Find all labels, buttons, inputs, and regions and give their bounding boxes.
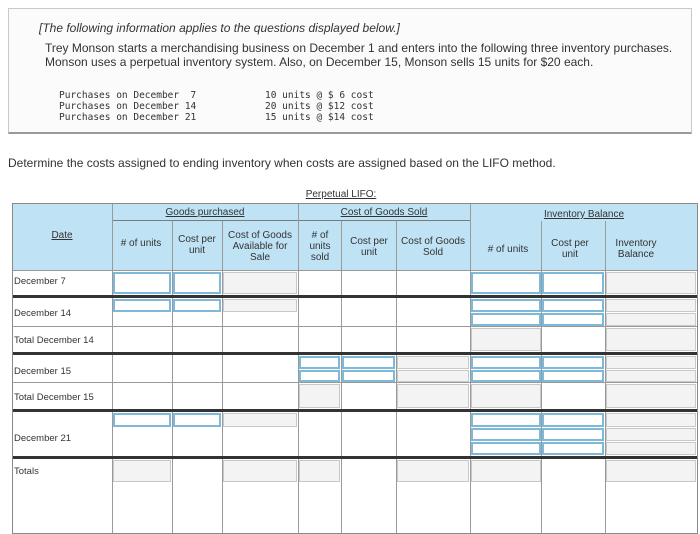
col-date: Date <box>51 230 73 241</box>
problem-line-2: Monson uses a perpetual inventory system. Also, on December 15, Monson sells 15 units for $20 each. <box>45 55 594 69</box>
col-purchased-units: # of units <box>120 238 162 249</box>
purchase-detail-1: 10 units @ $ 6 cost <box>265 90 374 101</box>
col-purchased-cost: Cost per unit <box>178 234 216 256</box>
row-label-dec7: December 7 <box>14 276 66 287</box>
row-label-totals: Totals <box>14 466 39 477</box>
row-label-dec15: December 15 <box>14 366 72 377</box>
purchase-label-3: Purchases on December 21 <box>59 112 197 123</box>
col-units-sold: # of units sold <box>309 230 331 263</box>
purchase-label-2: Purchases on December 14 <box>59 101 197 112</box>
col-sold-cost: Cost per unit <box>350 236 388 258</box>
col-balance-cost: Cost per unit <box>551 238 589 260</box>
perpetual-lifo-label: Perpetual LIFO: <box>305 189 377 200</box>
purchase-detail-2: 20 units @ $12 cost <box>265 101 374 112</box>
col-available-for-sale: Cost of Goods Available for Sale <box>228 230 292 263</box>
question-text: Determine the costs assigned to ending inventory when costs are assigned based on the LIFO method. <box>8 156 556 170</box>
col-balance-units: # of units <box>487 244 529 255</box>
cogs-group-header: Cost of Goods Sold <box>340 207 428 218</box>
table-border <box>12 203 698 534</box>
goods-purchased-header: Goods purchased <box>165 207 245 218</box>
problem-line-1: Trey Monson starts a merchandising business on December 1 and enters into the following three inventory purchases. <box>45 41 673 55</box>
row-label-dec21: December 21 <box>14 433 72 444</box>
info-note: [The following information applies to the questions displayed below.] <box>39 21 400 35</box>
col-cogs: Cost of Goods Sold <box>401 236 465 258</box>
col-balance-amount: Inventory Balance <box>615 238 657 260</box>
purchase-label-1: Purchases on December 7 <box>59 90 197 101</box>
inventory-balance-header: Inventory Balance <box>543 209 625 220</box>
row-label-total-dec15: Total December 15 <box>14 392 94 403</box>
purchase-detail-3: 15 units @ $14 cost <box>265 112 374 123</box>
row-label-dec14: December 14 <box>14 308 72 319</box>
row-label-total-dec14: Total December 14 <box>14 335 94 346</box>
